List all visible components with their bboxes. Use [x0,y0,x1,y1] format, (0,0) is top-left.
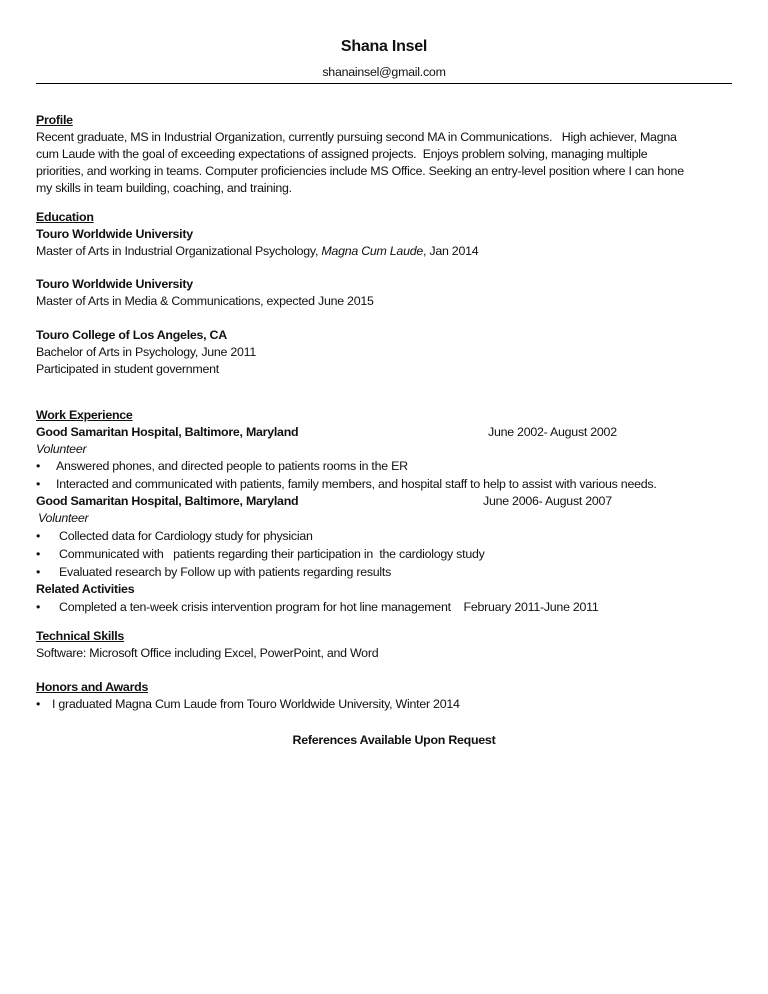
school-name: Touro Worldwide University [36,277,193,291]
honors-heading: Honors and Awards [36,680,149,694]
honor-text: Magna Cum Laude [321,244,423,258]
bullet-icon: • [36,477,41,491]
candidate-name: Shana Insel [340,38,428,55]
job-role: Volunteer [36,442,87,456]
degree: Bachelor of Arts in Psychology, June 2011 [36,345,257,359]
bullet-icon: • [36,600,41,614]
employer: Good Samaritan Hospital, Baltimore, Maryland [36,494,299,508]
profile-line: priorities, and working in teams. Computer proficiencies include MS Office. Seeking an entry-level position where I can hone [36,164,684,178]
profile-line: cum Laude with the goal of exceeding expectations of assigned projects. Enjoys problem solving, managing multiple [36,147,648,161]
bullet-text: Collected data for Cardiology study for physician [59,529,313,543]
education-note: Participated in student government [36,362,219,376]
job-dates: June 2006- August 2007 [483,494,612,508]
skills-text: Software: Microsoft Office including Excel, PowerPoint, and Word [36,646,379,660]
bullet-text: Answered phones, and directed people to patients rooms in the ER [56,459,408,473]
related-heading: Related Activities [36,582,135,596]
profile-line: my skills in team building, coaching, and training. [36,181,292,195]
bullet-icon: • [36,529,41,543]
school-name: Touro College of Los Angeles, CA [36,328,227,342]
bullet-text: I graduated Magna Cum Laude from Touro Worldwide University, Winter 2014 [52,697,460,711]
email: shanainsel@gmail.com [322,65,446,79]
work-heading: Work Experience [36,408,133,422]
education-heading: Education [36,210,94,224]
header-divider [36,83,732,84]
bullet-text: Interacted and communicated with patients, family members, and hospital staff to help to assist with various needs. [56,477,657,491]
skills-heading: Technical Skills [36,629,125,643]
degree-date: , Jan 2014 [423,244,479,258]
job-dates: June 2002- August 2002 [488,425,617,439]
bullet-text: Completed a ten-week crisis intervention program for hot line management February 2011-June 2011 [59,600,599,614]
references-note: References Available Upon Request [292,733,496,747]
degree: Master of Arts in Media & Communications, expected June 2015 [36,294,374,308]
profile-heading: Profile [36,113,73,127]
employer: Good Samaritan Hospital, Baltimore, Maryland [36,425,299,439]
bullet-icon: • [36,459,41,473]
bullet-text: Evaluated research by Follow up with patients regarding results [59,565,392,579]
bullet-icon: • [36,697,41,711]
degree [36,243,478,260]
profile-line: Recent graduate, MS in Industrial Organization, currently pursuing second MA in Communications. High achiever, Magna [36,130,677,144]
degree-text: Master of Arts in Industrial Organizational Psychology, [36,244,322,258]
bullet-icon: • [36,565,41,579]
school-name: Touro Worldwide University [36,227,193,241]
job-role: Volunteer [38,511,89,525]
bullet-icon: • [36,547,41,561]
bullet-text: Communicated with patients regarding their participation in the cardiology study [59,547,485,561]
